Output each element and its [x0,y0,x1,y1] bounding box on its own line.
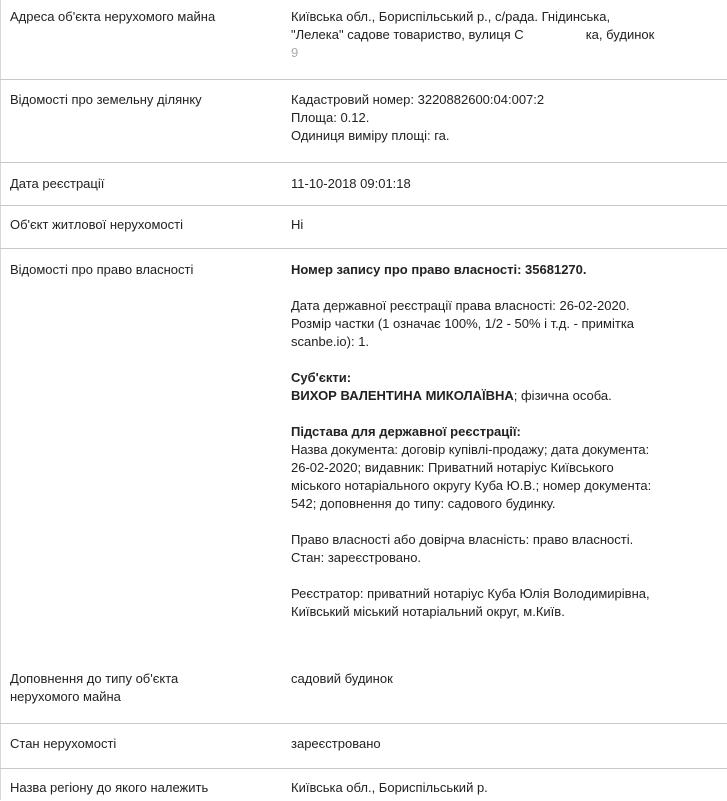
row-label-residential: Об'єкт житлової нерухомості [10,217,183,232]
table-row-address [0,0,727,76]
subject-type: ; фізична особа. [513,388,612,403]
table-row-object-type [0,660,727,720]
cadastral-number: Кадастровий номер: 3220882600:04:007:2 [291,92,545,107]
row-value-reg-date: 11-10-2018 09:01:18 [291,176,411,191]
basis-line-1: Назва документа: договір купівлі-продажу; дата документа: [291,442,650,457]
row-label-property-state: Стан нерухомості [10,736,117,751]
row-label-ownership: Відомості про право власності [10,262,194,277]
ownership-record-number: Номер запису про право власності: 35681270. [291,262,587,277]
table-row-land [0,79,727,160]
address-line-2b: ка, будинок [585,27,655,42]
ownership-status: Стан: зареєстровано. [291,550,422,565]
land-area: Площа: 0.12. [291,110,370,125]
table-row-region [0,768,727,801]
basis-line-4: 542; доповнення до типу: садового будинку. [291,496,556,511]
subject-name: ВИХОР ВАЛЕНТИНА МИКОЛАЇВНА [291,388,514,403]
registrar-line-2: Київський міський нотаріальний округ, м.Київ. [291,604,565,619]
row-value-object-type: садовий будинок [291,671,393,686]
row-value-address [291,8,691,62]
ownership-right-type: Право власності або довірча власність: право власності. [291,532,634,547]
address-line-2 [291,26,691,44]
share-size-line-2: scanbe.io): 1. [291,334,370,349]
area-unit: Одиниця виміру площі: га. [291,128,450,143]
table-row-reg-date [0,162,727,205]
table-row-ownership [0,248,727,659]
subjects-title: Суб'єкти: [291,370,352,385]
basis-line-2: 26-02-2020; видавник: Приватний нотаріус Київського [291,460,614,475]
row-label-land: Відомості про земельну ділянку [10,92,202,107]
basis-title: Підстава для державної реєстрації: [291,424,521,439]
address-line-2a: "Лелека" садове товариство, вулиця С [291,27,524,42]
row-label-region: Назва регіону до якого належить [10,780,209,795]
ownership-reg-date: Дата державної реєстрації права власності: 26-02-2020. [291,298,630,313]
address-line-1: Київська обл., Бориспільський р., с/рада. Гнідинська, [291,9,611,24]
row-value-residential: Ні [291,217,304,232]
row-value-land [291,91,691,145]
share-size-line-1: Розмір частки (1 означає 100%, 1/2 - 50% і т.д. - примітка [291,316,635,331]
registrar-line-1: Реєстратор: приватний нотаріус Куба Юлія Володимирівна, [291,586,650,601]
address-line-3: 9 [291,45,299,60]
row-value-property-state: зареєстровано [291,736,381,751]
row-label-reg-date: Дата реєстрації [10,176,105,191]
object-type-label-1: Доповнення до типу об'єкта [10,671,179,686]
row-value-ownership [291,261,691,621]
table-row-property-state [0,723,727,768]
basis-line-3: міського нотаріального округу Куба Ю.В.; номер документа: [291,478,652,493]
table-row-residential [0,205,727,248]
object-type-label-2: нерухомого майна [10,689,121,704]
redacted-block [524,29,586,43]
row-label-object-type [10,670,270,706]
subject-line [291,387,691,405]
row-value-region: Київська обл., Бориспільський р. [291,780,488,795]
row-label-address: Адреса об'єкта нерухомого майна [10,9,216,24]
